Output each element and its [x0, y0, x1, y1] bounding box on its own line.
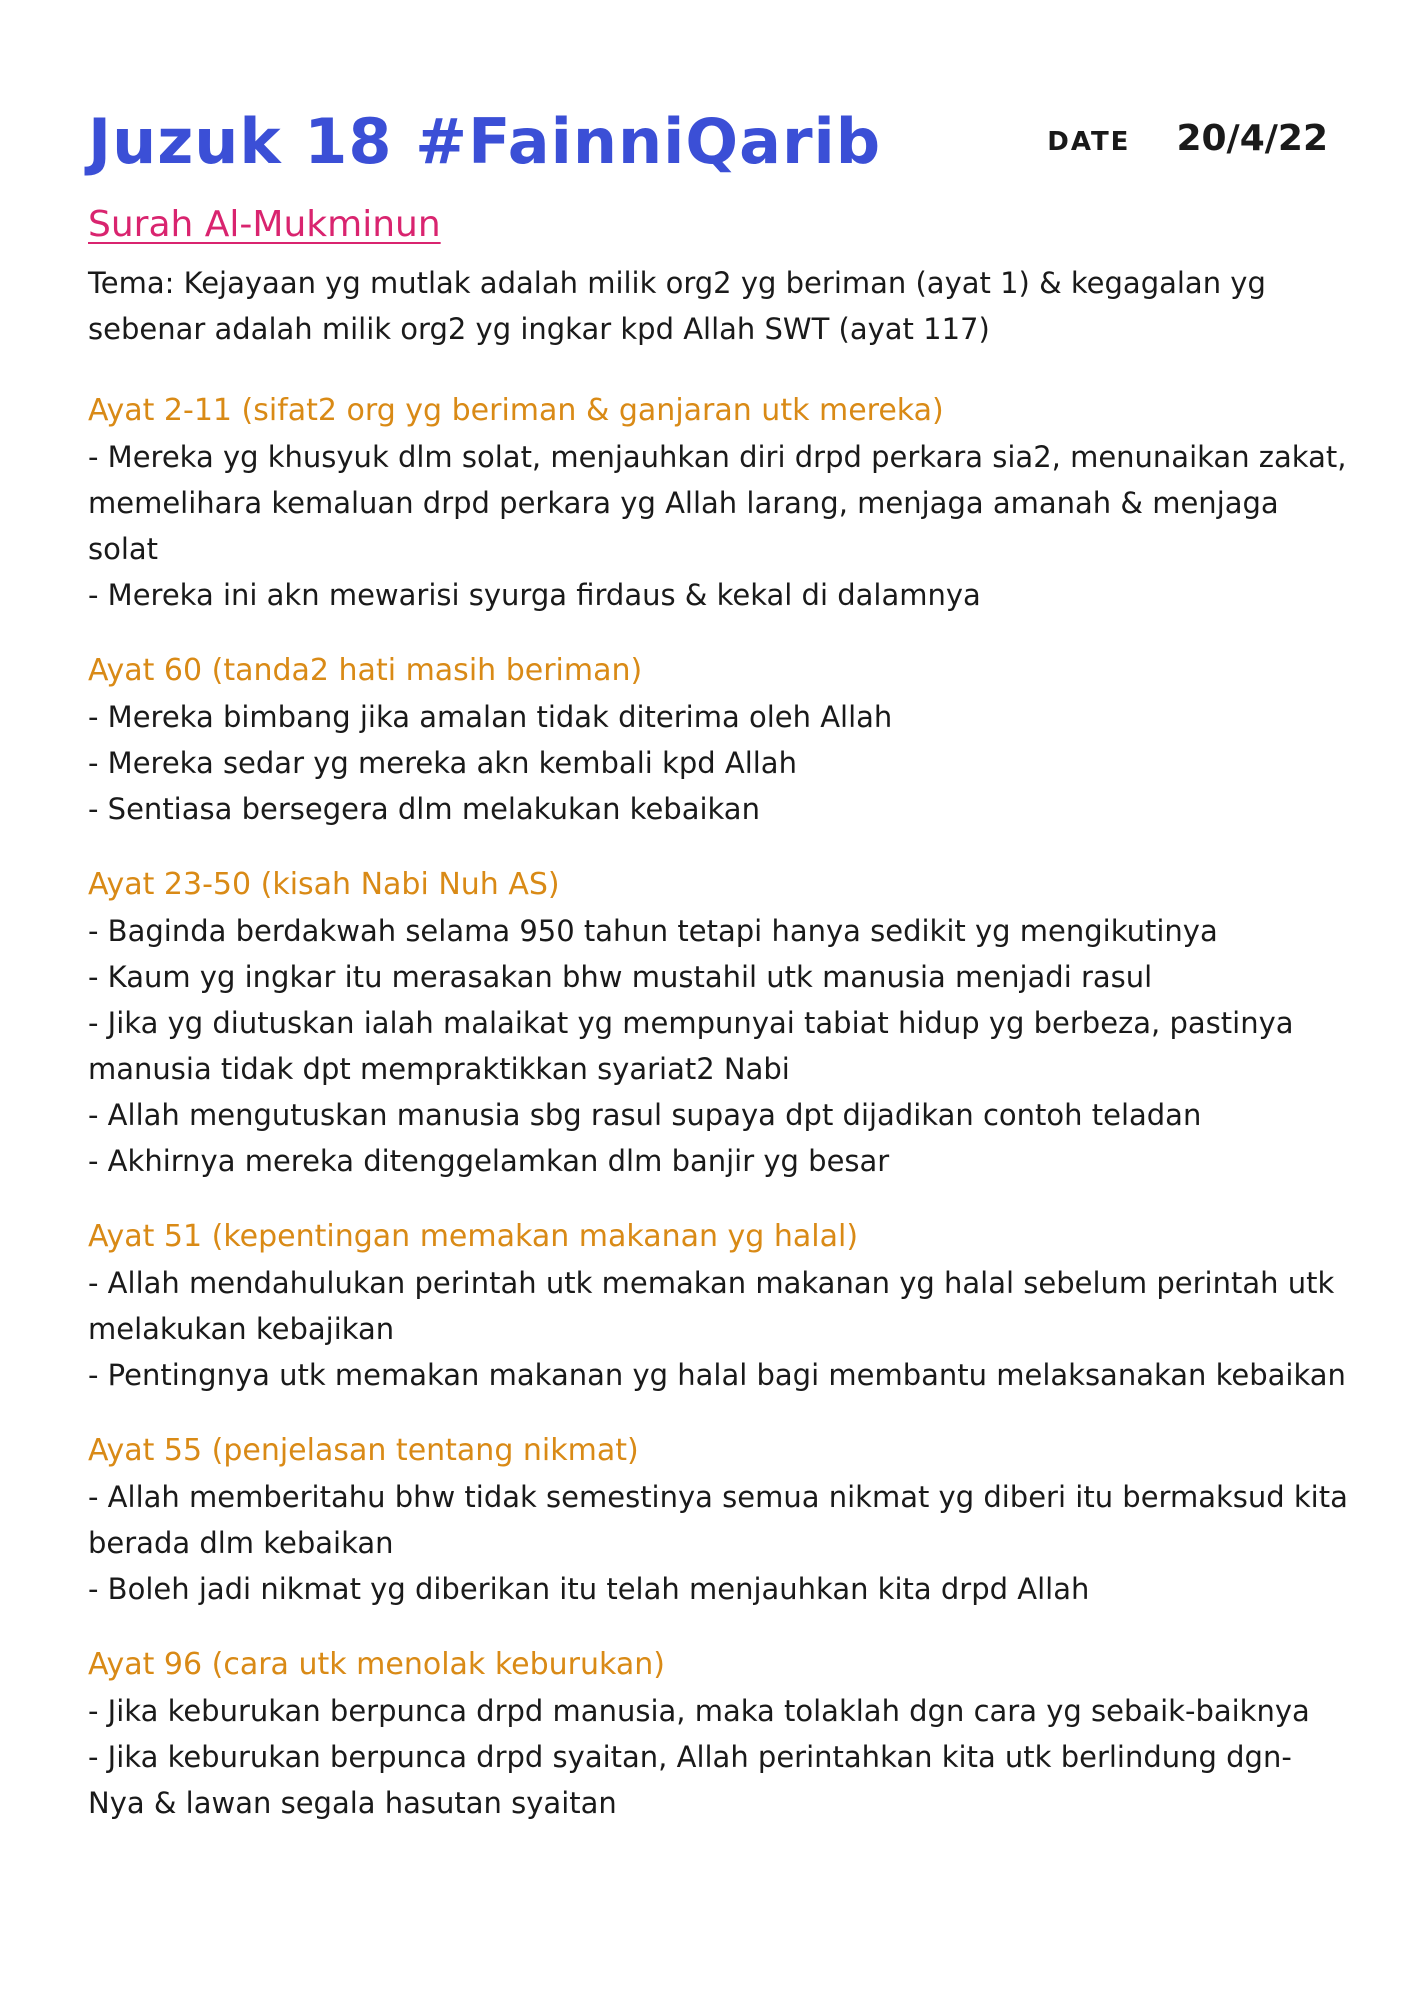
bullet-line: - Mereka bimbang jika amalan tidak diterima oleh Allah [88, 700, 893, 734]
bullet-line: - Allah mendahulukan perintah utk memakan makanan yg halal sebelum perintah utk melakukan kebajikan [88, 1266, 1335, 1346]
section [88, 648, 1348, 832]
bullet-line: - Pentingnya utk memakan makanan yg halal bagi membantu melaksanakan kebaikan [88, 1358, 1346, 1392]
bullet-line: - Baginda berdakwah selama 950 tahun tetapi hanya sedikit yg mengikutinya [88, 914, 1218, 948]
bullet-line: - Sentiasa bersegera dlm melakukan kebaikan [88, 792, 760, 826]
section-heading: Ayat 51 (kepentingan memakan makanan yg halal) [88, 1219, 859, 1254]
bullet-line: - Jika keburukan berpunca drpd syaitan, Allah perintahkan kita utk berlindung dgn-Nya & lawan segala hasutan syaitan [88, 1740, 1292, 1820]
bullet-line: - Jika keburukan berpunca drpd manusia, maka tolaklah dgn cara yg sebaik-baiknya [88, 1694, 1310, 1728]
date-block [1047, 118, 1328, 159]
bullet-line: - Allah memberitahu bhw tidak semestinya semua nikmat yg diberi itu bermaksud kita berada dlm kebaikan [88, 1480, 1348, 1560]
surah-title: Surah Al-Mukminun [88, 204, 441, 245]
sections-list [88, 388, 1348, 1856]
date-label: DATE [1047, 127, 1131, 157]
section [88, 862, 1348, 1184]
section-heading: Ayat 55 (penjelasan tentang nikmat) [88, 1433, 639, 1468]
bullet-line: - Mereka ini akn mewarisi syurga firdaus & kekal di dalamnya [88, 578, 981, 612]
section-heading: Ayat 23-50 (kisah Nabi Nuh AS) [88, 867, 560, 902]
section [88, 388, 1348, 618]
section [88, 1428, 1348, 1612]
bullet-line: - Mereka yg khusyuk dlm solat, menjauhkan diri drpd perkara sia2, menunaikan zakat, memelihara kemaluan drpd perkara yg Allah larang, menjaga amanah & menjaga solat [88, 440, 1347, 566]
theme-text: Tema: Kejayaan yg mutlak adalah milik org2 yg beriman (ayat 1) & kegagalan yg sebenar adalah milik org2 yg ingkar kpd Allah SWT (ayat 117) [88, 266, 1266, 346]
section [88, 1214, 1348, 1398]
bullet-line: - Jika yg diutuskan ialah malaikat yg mempunyai tabiat hidup yg berbeza, pastinya manusia tidak dpt mempraktikkan syariat2 Nabi [88, 1006, 1294, 1086]
page-title: Juzuk 18 #FainniQarib [88, 105, 882, 178]
section-heading: Ayat 60 (tanda2 hati masih beriman) [88, 653, 643, 688]
section-heading: Ayat 96 (cara utk menolak keburukan) [88, 1647, 665, 1682]
date-value: 20/4/22 [1176, 118, 1328, 159]
bullet-line: - Akhirnya mereka ditenggelamkan dlm banjir yg besar [88, 1144, 890, 1178]
bullet-line: - Mereka sedar yg mereka akn kembali kpd Allah [88, 746, 797, 780]
section [88, 1642, 1348, 1826]
bullet-line: - Boleh jadi nikmat yg diberikan itu telah menjauhkan kita drpd Allah [88, 1572, 1090, 1606]
section-heading: Ayat 2-11 (sifat2 org yg beriman & ganjaran utk mereka) [88, 393, 944, 428]
bullet-line: - Allah mengutuskan manusia sbg rasul supaya dpt dijadikan contoh teladan [88, 1098, 1202, 1132]
bullet-line: - Kaum yg ingkar itu merasakan bhw mustahil utk manusia menjadi rasul [88, 960, 1153, 994]
page-header [88, 100, 1328, 190]
